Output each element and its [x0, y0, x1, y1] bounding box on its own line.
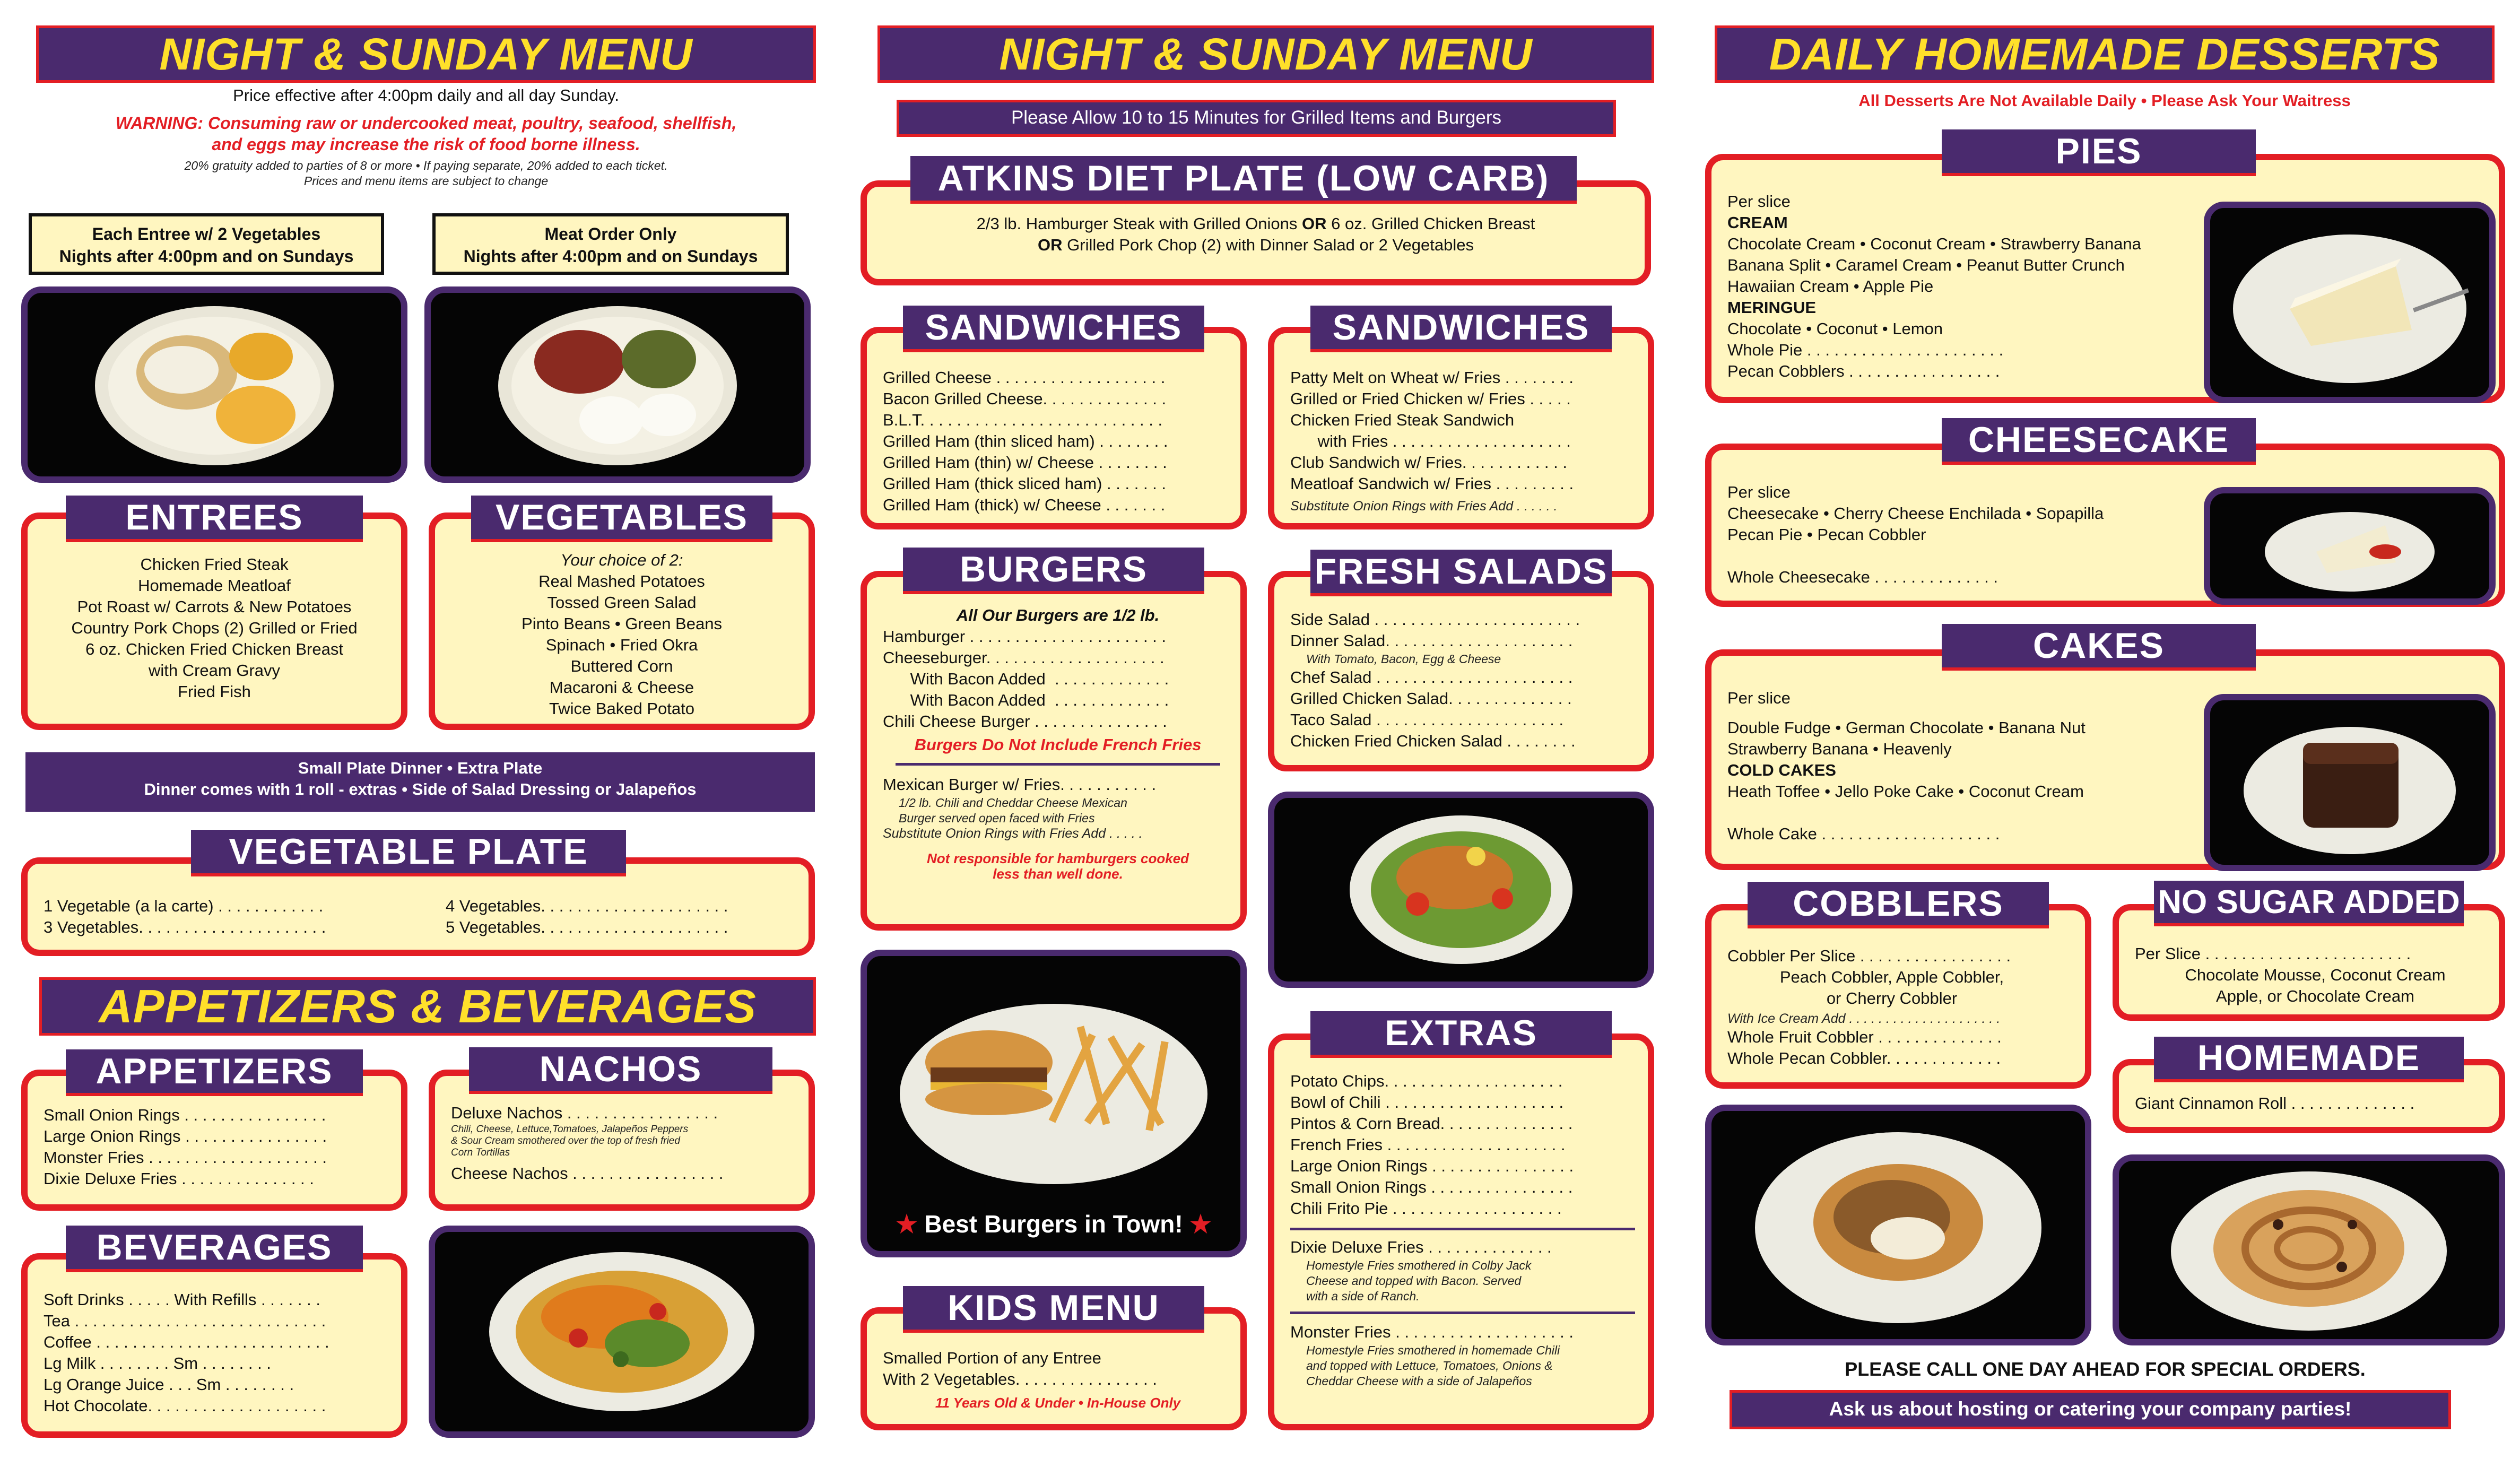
beverage-item: Lg Orange Juice . . . Sm . . . . . . . .: [44, 1375, 294, 1394]
salad-item: Dinner Salad. . . . . . . . . . . . . . . . . . . . .: [1290, 631, 1573, 650]
cheesecake-whole: Whole Cheesecake . . . . . . . . . . . . . .: [1727, 568, 1998, 586]
cobblers-line-3: or Cherry Cobbler: [1826, 989, 1958, 1008]
sandwich-item: Chicken Fried Steak Sandwich: [1290, 411, 1515, 429]
burger-item: Hamburger . . . . . . . . . . . . . . . . . . . . . .: [883, 627, 1167, 646]
extras-item: Small Onion Rings . . . . . . . . . . . . . . . .: [1290, 1178, 1573, 1196]
appetizer-item: Dixie Deluxe Fries . . . . . . . . . . . . . . .: [44, 1169, 314, 1188]
entrees-list: [28, 554, 401, 702]
sandwiches-1-header: SANDWICHES: [903, 306, 1204, 352]
extras-item: Bowl of Chili . . . . . . . . . . . . . . . . . . . .: [1290, 1093, 1564, 1111]
extras-item: Pintos & Corn Bread. . . . . . . . . . . . . . .: [1290, 1114, 1573, 1133]
vegetable-item: Buttered Corn: [570, 657, 673, 675]
app-bev-banner: [39, 977, 816, 1036]
warning-line-2: and eggs may increase the risk of food borne illness.: [212, 135, 640, 154]
extras-dixie-note-3: with a side of Ranch.: [1306, 1289, 1420, 1303]
atkins-line-2: OR Grilled Pork Chop (2) with Dinner Salad or 2 Vegetables: [1038, 236, 1474, 254]
vegetables-header: VEGETABLES: [471, 496, 772, 542]
sandwiches-2-list: [1290, 367, 1574, 494]
entree-plate-image: [28, 293, 401, 476]
pies-per: Per slice: [1727, 192, 1791, 211]
burgers-responsible-2: less than well done.: [993, 866, 1123, 882]
burgers-sub-note: Substitute Onion Rings with Fries Add . . . . .: [883, 826, 1143, 841]
kids-note: 11 Years Old & Under • In-House Only: [935, 1395, 1181, 1411]
cobblers-line-5: Whole Pecan Cobbler. . . . . . . . . . . . .: [1727, 1049, 2001, 1067]
sandwich-item: Grilled Cheese . . . . . . . . . . . . . . . . . . .: [883, 368, 1166, 387]
salad-item: Side Salad . . . . . . . . . . . . . . . . . . . . . . .: [1290, 610, 1580, 629]
vegetable-plate-item: 1 Vegetable (a la carte) . . . . . . . . . . . .: [44, 897, 324, 915]
meat-box-line-1: Meat Order Only: [544, 224, 677, 244]
star-icon: ★: [1189, 1210, 1212, 1238]
col2-title-banner: [877, 25, 1654, 83]
cakes-line-1: Double Fudge • German Chocolate • Banana Nut: [1727, 718, 2085, 737]
gratuity-note: 20% gratuity added to parties of 8 or more • If paying separate, 20% added to each ticket.: [184, 159, 668, 172]
vegetables-box: [429, 513, 815, 730]
vegetable-plate-item: 4 Vegetables. . . . . . . . . . . . . . . . . . . . .: [446, 897, 728, 915]
cobbler-image: [1711, 1111, 2085, 1339]
entree-box-line-1: Each Entree w/ 2 Vegetables: [92, 224, 321, 244]
sandwiches-1-list: [883, 367, 1168, 516]
meat-plate-image: [431, 293, 804, 476]
burgers-mexican-note-1: 1/2 lb. Chili and Cheddar Cheese Mexican: [899, 796, 1127, 810]
kids-header: KIDS MENU: [903, 1286, 1204, 1333]
col2-title: NIGHT & SUNDAY MENU: [999, 29, 1533, 79]
cheesecake-per: Per slice: [1727, 483, 1791, 501]
extras-dixie: Dixie Deluxe Fries . . . . . . . . . . . . . .: [1290, 1238, 1552, 1256]
cinnamon-roll-image: [2119, 1161, 2499, 1339]
cakes-box: [1705, 649, 2505, 870]
entree-item: Fried Fish: [178, 682, 251, 701]
vegetable-item: Tossed Green Salad: [547, 593, 697, 612]
cheesecake-line-2: Pecan Pie • Pecan Cobbler: [1727, 525, 1926, 544]
entree-item: 6 oz. Chicken Fried Chicken Breast: [85, 640, 343, 658]
nachos-deluxe: Deluxe Nachos . . . . . . . . . . . . . . . . .: [451, 1104, 718, 1122]
cakes-line-3: Heath Toffee • Jello Poke Cake • Coconut Cream: [1727, 782, 2084, 801]
sandwich-item: Grilled or Fried Chicken w/ Fries . . . . .: [1290, 389, 1571, 408]
cakes-whole: Whole Cake . . . . . . . . . . . . . . . . . . . .: [1727, 824, 2000, 843]
beverages-box: [21, 1253, 407, 1438]
kids-line-1: Smalled Portion of any Entree: [883, 1349, 1101, 1367]
extras-monster-note-1: Homestyle Fries smothered in homemade Chili: [1306, 1343, 1560, 1357]
pies-cream: CREAM: [1727, 213, 1788, 232]
best-burgers-text: Best Burgers in Town!: [924, 1210, 1183, 1238]
extras-strip: [25, 752, 815, 812]
hosting-strip: [1730, 1390, 2451, 1429]
entree-box-label: [29, 213, 384, 275]
cobblers-line-4: Whole Fruit Cobbler . . . . . . . . . . . . . .: [1727, 1028, 2002, 1046]
appetizers-list: [44, 1105, 327, 1189]
cheesecake-line-1: Cheesecake • Cherry Cheese Enchilada • Sopapilla: [1727, 504, 2104, 523]
extras-item: Chili Frito Pie . . . . . . . . . . . . . . . . . . .: [1290, 1199, 1562, 1218]
extras-header: EXTRAS: [1310, 1011, 1612, 1058]
extras-item: Potato Chips. . . . . . . . . . . . . . . . . . . .: [1290, 1072, 1563, 1090]
nachos-header: NACHOS: [469, 1047, 772, 1094]
sandwiches-2-header: SANDWICHES: [1310, 306, 1612, 352]
salads-header: FRESH SALADS: [1310, 550, 1612, 596]
salads-list-2: [1290, 667, 1580, 752]
vegetable-item: Real Mashed Potatoes: [538, 572, 705, 590]
cakes-line-2: Strawberry Banana • Heavenly: [1727, 740, 1952, 758]
col3-title: DAILY HOMEMADE DESSERTS: [1769, 29, 2440, 79]
salad-item: Taco Salad . . . . . . . . . . . . . . . . . . . . .: [1290, 710, 1564, 729]
salad-photo: [1268, 792, 1654, 988]
beverage-item: Tea . . . . . . . . . . . . . . . . . . . . . . . . . . . .: [44, 1312, 326, 1330]
extras-monster-note-3: Cheddar Cheese with a side of Jalapeños: [1306, 1374, 1532, 1388]
nachos-note-3: Corn Tortillas: [451, 1147, 510, 1158]
extras-dixie-note-1: Homestyle Fries smothered in Colby Jack: [1306, 1258, 1532, 1272]
extras-dixie-note-2: Cheese and topped with Bacon. Served: [1306, 1274, 1522, 1288]
allow-text: Please Allow 10 to 15 Minutes for Grilled Items and Burgers: [1011, 107, 1502, 128]
appetizers-header: APPETIZERS: [66, 1049, 363, 1096]
vegetable-item: Pinto Beans • Green Beans: [522, 614, 722, 633]
meat-plate-photo: [424, 286, 811, 483]
entrees-box: [21, 513, 407, 730]
burgers-mexican-note-2: Burger served open faced with Fries: [899, 811, 1095, 825]
nachos-note-1: Chili, Cheese, Lettuce,Tomatoes, Jalapeños Peppers: [451, 1124, 689, 1135]
cakes-per: Per slice: [1727, 689, 1791, 707]
cinnamon-roll-photo: [2113, 1154, 2505, 1345]
sandwiches-1-box: [861, 327, 1247, 529]
vegetable-plate-header: VEGETABLE PLATE: [191, 830, 626, 876]
nachos-image: [435, 1232, 809, 1431]
entree-item: Homemade Meatloaf: [138, 576, 291, 595]
sandwich-item: with Fries . . . . . . . . . . . . . . . . . . . .: [1290, 432, 1571, 450]
burgers-header: BURGERS: [903, 548, 1204, 594]
beverage-item: Lg Milk . . . . . . . . Sm . . . . . . . .: [44, 1354, 271, 1373]
pies-cream-item: Banana Split • Caramel Cream • Peanut Butter Crunch: [1727, 256, 2125, 274]
cheesecake-header: CHEESECAKE: [1942, 418, 2256, 465]
vegetable-item: Twice Baked Potato: [549, 699, 694, 718]
sandwich-item: B.L.T. . . . . . . . . . . . . . . . . . . . . . . . . . .: [883, 411, 1163, 429]
cake-image: [2210, 700, 2489, 865]
pie-image: [2210, 208, 2489, 397]
extras-item: French Fries . . . . . . . . . . . . . . . . . . . .: [1290, 1135, 1566, 1154]
burgers-sub: All Our Burgers are 1/2 lb.: [956, 606, 1160, 624]
cakes-header: CAKES: [1942, 624, 2256, 671]
burger-photo: [861, 950, 1247, 1257]
meat-box-line-2: Nights after 4:00pm and on Sundays: [463, 247, 758, 266]
hosting-text: Ask us about hosting or catering your company parties!: [1829, 1398, 2352, 1420]
pies-meringue-item: Chocolate • Coconut • Lemon: [1727, 319, 1943, 338]
homemade-line-1: Giant Cinnamon Roll . . . . . . . . . . . . . .: [2135, 1094, 2415, 1113]
col1-title: NIGHT & SUNDAY MENU: [159, 29, 693, 79]
vegetable-plate-item: 5 Vegetables. . . . . . . . . . . . . . . . . . . . .: [446, 918, 728, 936]
no-sugar-line-1: Per Slice . . . . . . . . . . . . . . . . . . . . . . .: [2135, 944, 2411, 963]
vegetable-plate-list-left: [44, 896, 326, 938]
vegetable-item: Macaroni & Cheese: [549, 678, 694, 697]
allow-strip: [897, 100, 1616, 137]
col3-title-banner: [1715, 25, 2495, 83]
sandwich-item: Grilled Ham (thick sliced ham) . . . . . . .: [883, 474, 1167, 493]
salad-item: Chef Salad . . . . . . . . . . . . . . . . . . . . . .: [1290, 668, 1573, 687]
extras-divider-2: [1290, 1312, 1635, 1314]
entree-item: Country Pork Chops (2) Grilled or Fried: [71, 619, 358, 637]
pies-cream-item: Chocolate Cream • Coconut Cream • Strawberry Banana: [1727, 235, 2141, 253]
cobblers-note: With Ice Cream Add . . . . . . . . . . . . . . . . . . . . .: [1727, 1011, 2001, 1026]
extras-monster: Monster Fries . . . . . . . . . . . . . . . . . . . .: [1290, 1323, 1574, 1341]
pie-photo: [2204, 202, 2496, 403]
salad-item: Grilled Chicken Salad. . . . . . . . . . . . . .: [1290, 689, 1572, 708]
extras-box: [1268, 1034, 1654, 1430]
pies-meringue: MERINGUE: [1727, 298, 1817, 317]
burgers-box: [861, 571, 1247, 931]
sandwich-item: Grilled Ham (thin sliced ham) . . . . . . . .: [883, 432, 1168, 450]
col1-title-banner: [36, 25, 816, 83]
meat-box-label: [432, 213, 789, 275]
salad-item: Chicken Fried Chicken Salad . . . . . . . .: [1290, 732, 1576, 750]
cake-photo: [2204, 694, 2496, 871]
sandwiches-2-box: [1268, 327, 1654, 529]
atkins-line-1: 2/3 lb. Hamburger Steak with Grilled Onions OR 6 oz. Grilled Chicken Breast: [976, 214, 1535, 233]
entree-item: Pot Roast w/ Carrots & New Potatoes: [77, 597, 352, 616]
entree-plate-photo: [21, 286, 407, 483]
burger-image: [867, 956, 1240, 1251]
beverages-list: [44, 1289, 329, 1417]
cobblers-box: [1705, 904, 2091, 1089]
cheesecake-box: [1705, 444, 2505, 607]
pies-header: PIES: [1942, 129, 2256, 176]
vegetables-choice: Your choice of 2:: [560, 551, 683, 569]
vegetables-list: [435, 571, 809, 719]
burgers-mexican: Mexican Burger w/ Fries. . . . . . . . . . .: [883, 775, 1157, 794]
extras-strip-line-2: Dinner comes with 1 roll - extras • Side of Salad Dressing or Jalapeños: [144, 780, 697, 798]
cheesecake-image: [2210, 493, 2489, 598]
burger-item: Chili Cheese Burger . . . . . . . . . . . . . . .: [883, 712, 1167, 731]
pies-cream-item: Hawaiian Cream • Apple Pie: [1727, 277, 1934, 296]
appetizer-item: Large Onion Rings . . . . . . . . . . . . . . . .: [44, 1127, 327, 1145]
burger-item: With Bacon Added . . . . . . . . . . . . .: [883, 670, 1169, 688]
salads-note: With Tomato, Bacon, Egg & Cheese: [1306, 652, 1501, 666]
no-sugar-line-3: Apple, or Chocolate Cream: [2216, 987, 2414, 1005]
beverages-header: BEVERAGES: [66, 1226, 363, 1272]
extras-divider-1: [1290, 1228, 1635, 1230]
salads-box: [1268, 571, 1654, 771]
sandwich-item: Grilled Ham (thin) w/ Cheese . . . . . . . .: [883, 453, 1167, 472]
burgers-list: [883, 626, 1233, 732]
nachos-note-2: & Sour Cream smothered over the top of fresh fried: [451, 1135, 680, 1147]
sandwich-item: Club Sandwich w/ Fries. . . . . . . . . . . .: [1290, 453, 1567, 472]
cobblers-line-1: Cobbler Per Slice . . . . . . . . . . . . . . . . .: [1727, 946, 2011, 965]
cobblers-header: COBBLERS: [1748, 882, 2049, 928]
col3-sub: All Desserts Are Not Available Daily • Please Ask Your Waitress: [1858, 91, 2351, 110]
cobblers-line-2: Peach Cobbler, Apple Cobbler,: [1779, 968, 2004, 986]
entree-box-line-2: Nights after 4:00pm and on Sundays: [59, 247, 354, 266]
salads-list: [1290, 609, 1580, 652]
special-orders-note: PLEASE CALL ONE DAY AHEAD FOR SPECIAL ORDERS.: [1845, 1358, 2366, 1380]
appetizer-item: Small Onion Rings . . . . . . . . . . . . . . . .: [44, 1106, 326, 1124]
burger-item: Cheeseburger. . . . . . . . . . . . . . . . . . . .: [883, 648, 1165, 667]
pies-cobblers: Pecan Cobblers . . . . . . . . . . . . . . . . .: [1727, 362, 2000, 380]
burgers-no-fries: Burgers Do Not Include French Fries: [914, 735, 1202, 754]
cakes-cold: COLD CAKES: [1727, 761, 1836, 779]
sandwich-item: Patty Melt on Wheat w/ Fries . . . . . . . .: [1290, 368, 1574, 387]
price-note: Price effective after 4:00pm daily and all day Sunday.: [233, 86, 619, 105]
warning-line-1: WARNING: Consuming raw or undercooked meat, poultry, seafood, shellfish,: [115, 114, 737, 133]
extras-list: [1290, 1071, 1640, 1219]
cheesecake-photo: [2204, 487, 2496, 605]
entrees-header: ENTREES: [66, 496, 363, 542]
vegetable-item: Spinach • Fried Okra: [545, 636, 698, 654]
atkins-header: ATKINS DIET PLATE (LOW CARB): [910, 156, 1577, 204]
beverage-item: Soft Drinks . . . . . With Refills . . . . . . .: [44, 1290, 320, 1309]
burger-item: With Bacon Added . . . . . . . . . . . . .: [883, 691, 1169, 709]
nachos-cheese: Cheese Nachos . . . . . . . . . . . . . . . . .: [451, 1164, 724, 1183]
burgers-divider: [896, 763, 1220, 766]
beverage-item: Coffee . . . . . . . . . . . . . . . . . . . . . . . . . .: [44, 1333, 329, 1351]
best-burgers-label: [867, 1210, 1240, 1238]
extras-item: Large Onion Rings . . . . . . . . . . . . . . . .: [1290, 1157, 1574, 1175]
app-bev-title: APPETIZERS & BEVERAGES: [99, 980, 757, 1032]
kids-line-2: With 2 Vegetables. . . . . . . . . . . . . . . .: [883, 1370, 1157, 1388]
pies-box: [1705, 154, 2505, 403]
prices-change-note: Prices and menu items are subject to change: [303, 174, 549, 188]
vegetable-plate-item: 3 Vegetables. . . . . . . . . . . . . . . . . . . . .: [44, 918, 326, 936]
sandwiches-2-note: Substitute Onion Rings with Fries Add . . . . . .: [1290, 499, 1558, 514]
col1-notices: [36, 85, 816, 189]
appetizer-item: Monster Fries . . . . . . . . . . . . . . . . . . . .: [44, 1148, 327, 1167]
entree-item: with Cream Gravy: [148, 661, 281, 680]
beverage-item: Hot Chocolate. . . . . . . . . . . . . . . . . . . .: [44, 1396, 326, 1415]
sandwich-item: Bacon Grilled Cheese. . . . . . . . . . . . . .: [883, 389, 1167, 408]
salad-image: [1274, 798, 1648, 982]
no-sugar-header: NO SUGAR ADDED: [2154, 881, 2464, 926]
no-sugar-line-2: Chocolate Mousse, Coconut Cream: [2185, 966, 2446, 984]
extras-monster-note-2: and topped with Lettuce, Tomatoes, Onions &: [1306, 1359, 1553, 1373]
sandwich-item: Meatloaf Sandwich w/ Fries . . . . . . . . .: [1290, 474, 1574, 493]
pies-whole: Whole Pie . . . . . . . . . . . . . . . . . . . . . .: [1727, 341, 2004, 359]
vegetable-plate-list-right: [446, 896, 728, 938]
cobbler-photo: [1705, 1105, 2091, 1345]
sandwich-item: Grilled Ham (thick) w/ Cheese . . . . . . .: [883, 496, 1166, 514]
homemade-header: HOMEMADE: [2154, 1037, 2464, 1082]
extras-strip-line-1: Small Plate Dinner • Extra Plate: [298, 759, 543, 777]
entree-item: Chicken Fried Steak: [140, 555, 289, 574]
burgers-responsible-1: Not responsible for hamburgers cooked: [926, 850, 1189, 866]
star-icon: ★: [896, 1210, 918, 1238]
nachos-photo: [429, 1226, 815, 1438]
